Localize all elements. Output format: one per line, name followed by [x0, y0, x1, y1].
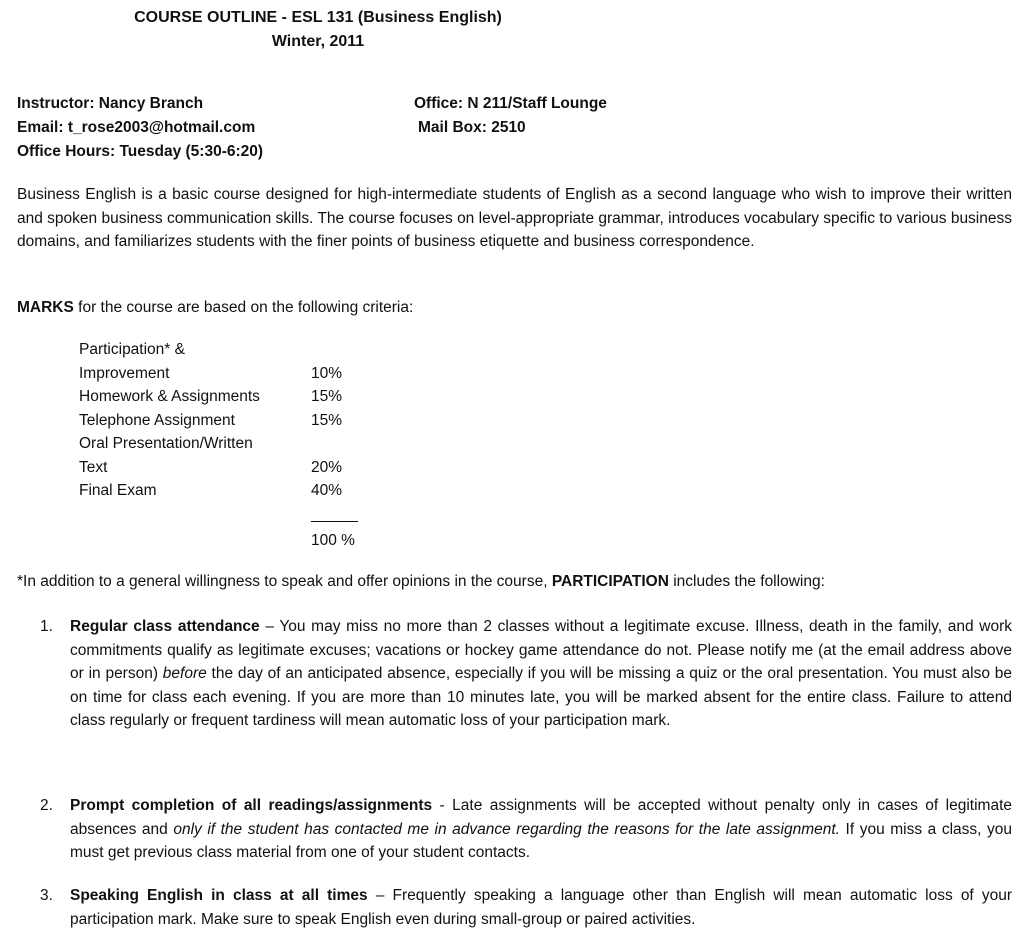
marks-label: Text	[79, 458, 108, 476]
mail-box: Mail Box: 2510	[418, 119, 526, 136]
list-number: 1.	[40, 618, 53, 635]
total-divider	[311, 521, 358, 522]
marks-label: Final Exam	[79, 482, 157, 499]
marks-row	[79, 456, 371, 480]
marks-table	[79, 338, 371, 503]
list-item-text-end: If you miss a class, you must get previous class material from one of your student contacts.	[70, 820, 1013, 861]
marks-value	[311, 432, 371, 456]
marks-label: Telephone Assignment	[79, 411, 235, 429]
marks-total: 100 %	[311, 532, 355, 549]
participation-intro-end: includes the following:	[668, 573, 825, 590]
marks-value: 20%	[311, 458, 343, 476]
list-item-text: Late assignments will be accepted without penalty only in cases of legitimate absences and	[70, 797, 1012, 838]
marks-row	[79, 409, 371, 433]
list-item	[40, 884, 1012, 931]
list-item-sep: -	[432, 797, 453, 814]
marks-row	[79, 385, 371, 409]
marks-intro	[17, 296, 413, 320]
marks-value: 15%	[311, 411, 343, 429]
participation-intro	[17, 570, 1017, 594]
list-item	[40, 794, 1012, 865]
list-item-sep: –	[259, 618, 280, 635]
course-term: Winter, 2011	[271, 33, 365, 50]
marks-value: 40%	[311, 482, 343, 499]
list-item	[40, 615, 1012, 733]
marks-label: Homework & Assignments	[79, 388, 260, 405]
marks-intro-bold: MARKS	[17, 299, 74, 316]
participation-intro-bold: PARTICIPATION	[551, 573, 669, 590]
list-number: 3.	[40, 887, 53, 904]
office-hours: Office Hours: Tuesday (5:30-6:20)	[17, 143, 264, 160]
list-number: 2.	[40, 797, 53, 814]
office-location: Office: N 211/Staff Lounge	[414, 95, 607, 112]
marks-label: Improvement	[79, 364, 170, 382]
course-title: COURSE OUTLINE - ESL 131 (Business English)	[134, 9, 502, 26]
list-item-body	[70, 615, 1012, 733]
marks-intro-text: for the course are based on the following criteria:	[73, 299, 414, 316]
list-item-body	[70, 794, 1012, 865]
marks-value: 15%	[311, 388, 343, 405]
instructor-email: Email: t_rose2003@hotmail.com	[17, 119, 256, 136]
instructor-name: Instructor: Nancy Branch	[17, 95, 204, 112]
marks-label: Participation* &	[79, 341, 185, 358]
marks-row	[79, 338, 371, 362]
marks-value	[311, 338, 371, 362]
marks-row	[79, 479, 371, 503]
participation-intro-text: *In addition to a general willingness to speak and offer opinions in the course,	[17, 573, 552, 590]
marks-label: Oral Presentation/Written	[79, 435, 253, 452]
list-item-title: Regular class attendance	[70, 618, 260, 635]
list-item-title: Speaking English in class at all times	[70, 887, 368, 904]
list-item-body	[70, 884, 1012, 931]
list-item-emphasis: only if the student has contacted me in advance regarding the reasons for the late assignment.	[173, 820, 840, 838]
list-item-sep: –	[367, 887, 393, 904]
list-item-text: Frequently speaking a language other than English will mean automatic loss of your participation mark. Make sure to speak English even during small-group or paired activities.	[70, 887, 1013, 928]
list-item-emphasis: before	[162, 665, 207, 682]
marks-row	[79, 362, 371, 386]
list-item-title: Prompt completion of all readings/assignments	[70, 797, 433, 814]
marks-value: 10%	[311, 364, 343, 382]
list-item-text: You may miss no more than 2 classes without a legitimate excuse. Illness, death in the family, and work commitments qualify as legitimate excuses; vacations or hockey game attendance do not. Please notify me (at the email address above or in person)	[70, 618, 1012, 682]
course-description: Business English is a basic course designed for high-intermediate students of English as a second language who wish to improve their written and spoken business communication skills. The course focuses on level-appropriate grammar, introduces vocabulary specific to various business domains, and familiarizes students with the finer points of business etiquette and business correspondence.	[17, 186, 1012, 250]
marks-row	[79, 432, 371, 456]
list-item-text-end: the day of an anticipated absence, especially if you will be missing a quiz or the oral presentation. You must also be on time for class each evening. If you are more than 10 minutes late, you will be marked absent for the entire class. Failure to attend class regularly or frequent tardiness will mean automatic loss of your participation mark.	[70, 665, 1012, 729]
